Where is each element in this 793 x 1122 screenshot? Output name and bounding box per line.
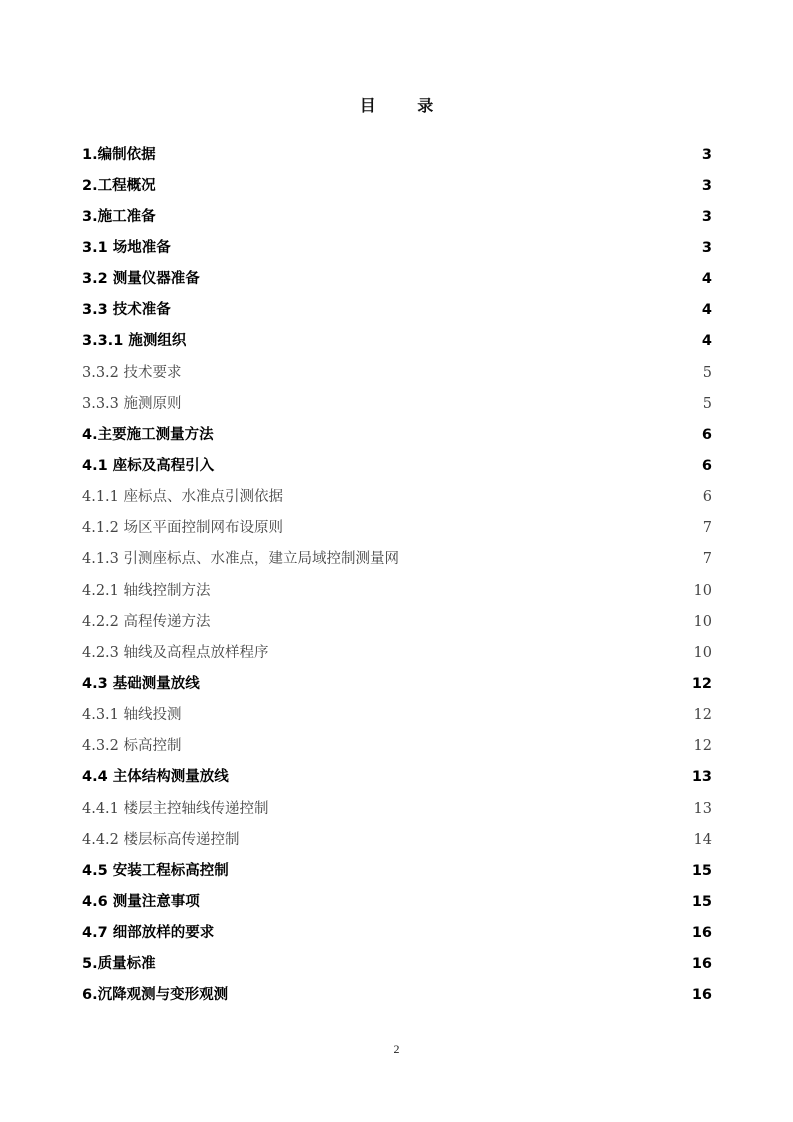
table-of-contents [82, 139, 712, 1011]
toc-entry-page-number: 3 [701, 208, 712, 225]
toc-entry[interactable] [82, 544, 712, 575]
toc-entry-page-number: 6 [701, 457, 712, 474]
toc-entry-title: 5.质量标准 [82, 956, 156, 973]
toc-entry-page-number: 10 [693, 582, 712, 599]
toc-entry-page-number: 5 [702, 364, 712, 381]
toc-entry[interactable] [82, 918, 712, 949]
toc-entry-title: 4.3 基础测量放线 [82, 675, 200, 692]
toc-entry-page-number: 4 [701, 333, 712, 350]
toc-entry-page-number: 4 [701, 302, 712, 319]
toc-entry-page-number: 6 [702, 489, 712, 506]
toc-entry[interactable] [82, 886, 712, 917]
toc-entry[interactable] [82, 264, 712, 295]
toc-entry[interactable] [82, 575, 712, 606]
toc-entry[interactable] [82, 357, 712, 388]
toc-entry[interactable] [82, 824, 712, 855]
toc-entry[interactable] [82, 637, 712, 668]
toc-entry-page-number: 12 [693, 738, 712, 755]
toc-entry-title: 1.编制依据 [82, 146, 156, 163]
toc-entry-title: 4.1.2 场区平面控制网布设原则 [82, 520, 284, 537]
toc-entry-page-number: 3 [701, 177, 712, 194]
toc-entry-title: 4.4 主体结构测量放线 [82, 769, 229, 786]
toc-entry[interactable] [82, 201, 712, 232]
toc-entry-title: 3.1 场地准备 [82, 239, 171, 256]
toc-entry-title: 3.施工准备 [82, 208, 156, 225]
toc-entry-page-number: 16 [691, 956, 712, 973]
toc-entry[interactable] [82, 949, 712, 980]
toc-entry-title: 4.主要施工测量方法 [82, 426, 214, 443]
toc-entry-page-number: 12 [691, 675, 712, 692]
toc-entry[interactable] [82, 232, 712, 263]
toc-entry-page-number: 10 [693, 644, 712, 661]
toc-title: 目 录 [359, 96, 452, 115]
toc-entry-title: 4.3.2 标高控制 [82, 738, 182, 755]
toc-entry-title: 4.4.2 楼层标高传递控制 [82, 831, 240, 848]
toc-entry-title: 3.3.3 施测原则 [82, 395, 182, 412]
toc-entry-page-number: 3 [701, 239, 712, 256]
toc-entry-page-number: 15 [691, 862, 712, 879]
toc-entry[interactable] [82, 326, 712, 357]
toc-entry-page-number: 6 [701, 426, 712, 443]
toc-entry-title: 6.沉降观测与变形观测 [82, 987, 229, 1004]
toc-entry-title: 4.7 细部放样的要求 [82, 925, 215, 942]
toc-entry[interactable] [82, 855, 712, 886]
toc-entry-page-number: 13 [693, 800, 712, 817]
toc-entry-title: 4.2.2 高程传递方法 [82, 613, 211, 630]
toc-entry-page-number: 12 [693, 707, 712, 724]
toc-entry[interactable] [82, 700, 712, 731]
toc-entry[interactable] [82, 419, 712, 450]
toc-entry-page-number: 16 [691, 925, 712, 942]
toc-entry-page-number: 10 [693, 613, 712, 630]
toc-entry[interactable] [82, 388, 712, 419]
toc-entry[interactable] [82, 139, 712, 170]
toc-entry-page-number: 13 [691, 769, 712, 786]
toc-entry[interactable] [82, 482, 712, 513]
toc-entry-page-number: 4 [701, 271, 712, 288]
toc-entry[interactable] [82, 793, 712, 824]
toc-entry-title: 4.2.3 轴线及高程点放样程序 [82, 644, 269, 661]
toc-entry-page-number: 7 [702, 551, 712, 568]
toc-entry[interactable] [82, 450, 712, 481]
toc-entry-title: 4.1 座标及高程引入 [82, 457, 215, 474]
toc-entry-page-number: 14 [693, 831, 712, 848]
toc-entry[interactable] [82, 731, 712, 762]
toc-entry-title: 4.2.1 轴线控制方法 [82, 582, 211, 599]
toc-entry-title: 2.工程概况 [82, 177, 156, 194]
toc-entry-page-number: 5 [702, 395, 712, 412]
toc-entry-title: 4.3.1 轴线投测 [82, 707, 182, 724]
toc-entry-title: 3.3 技术准备 [82, 302, 171, 319]
toc-entry-page-number: 3 [701, 146, 712, 163]
toc-entry-title: 4.1.3 引测座标点、水准点，建立局域控制测量网 [82, 551, 400, 568]
toc-entry-title: 4.4.1 楼层主控轴线传递控制 [82, 800, 269, 817]
toc-entry-page-number: 15 [691, 893, 712, 910]
toc-entry-title: 4.1.1 座标点、水准点引测依据 [82, 489, 284, 506]
toc-entry-title: 3.3.1 施测组织 [82, 333, 187, 350]
toc-entry[interactable] [82, 606, 712, 637]
toc-entry-page-number: 7 [702, 520, 712, 537]
toc-entry-page-number: 16 [691, 987, 712, 1004]
toc-entry[interactable] [82, 980, 712, 1011]
toc-entry[interactable] [82, 170, 712, 201]
toc-entry-title: 4.6 测量注意事项 [82, 893, 200, 910]
page-number: 2 [393, 1042, 400, 1056]
toc-entry-title: 4.5 安装工程标高控制 [82, 862, 229, 879]
toc-entry[interactable] [82, 513, 712, 544]
toc-entry[interactable] [82, 668, 712, 699]
toc-entry-title: 3.2 测量仪器准备 [82, 271, 200, 288]
toc-entry[interactable] [82, 762, 712, 793]
toc-entry[interactable] [82, 295, 712, 326]
toc-entry-title: 3.3.2 技术要求 [82, 364, 182, 381]
